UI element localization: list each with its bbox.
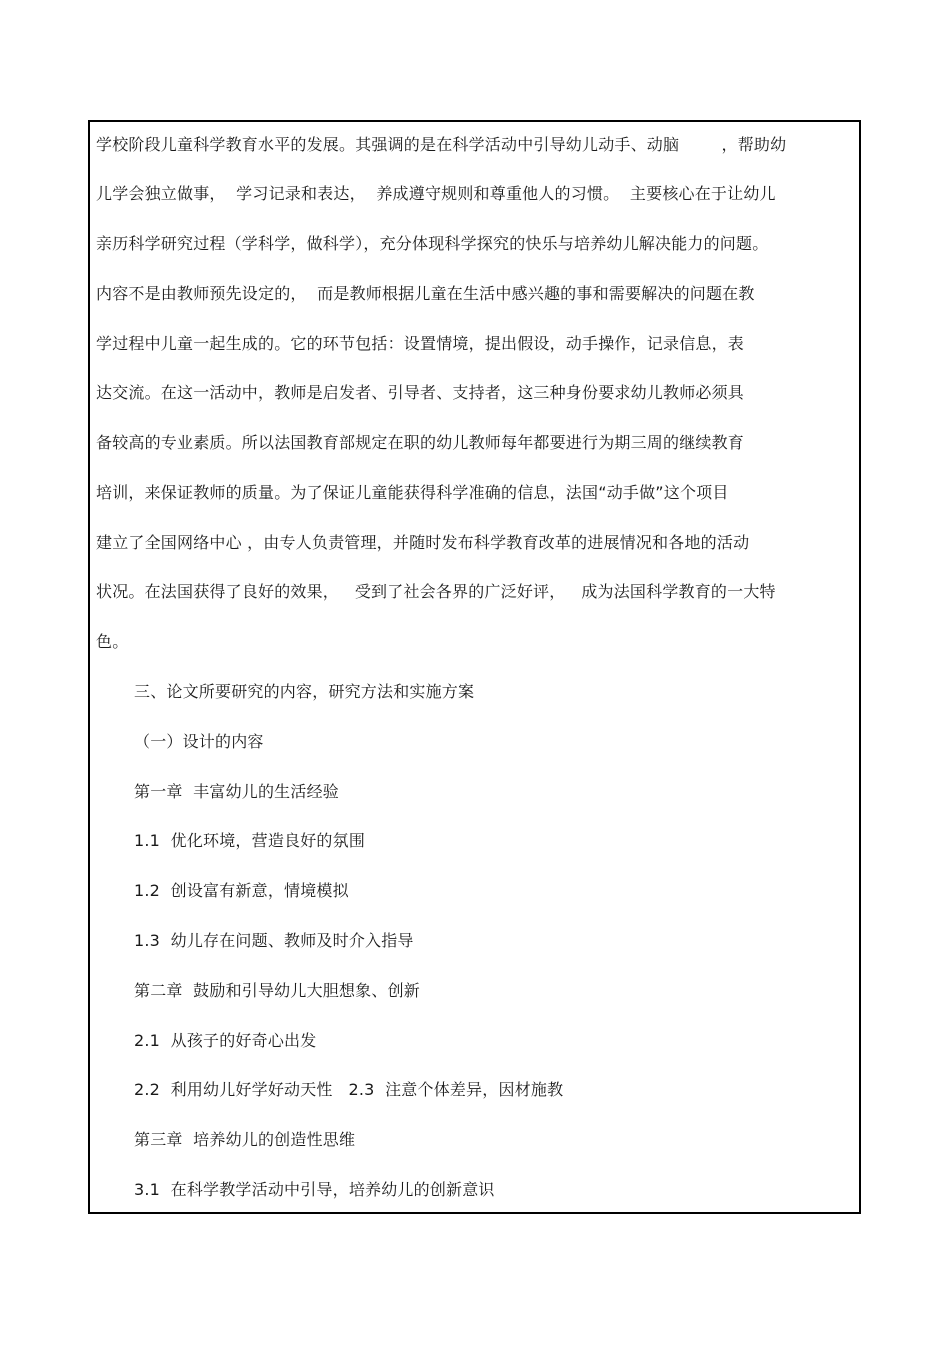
outline-item: 1.3 幼儿存在问题、教师及时介入指导: [134, 931, 414, 950]
paragraph-line: 状况。在法国获得了良好的效果， 受到了社会各界的广泛好评， 成为法国科学教育的一大特: [96, 582, 776, 601]
outline-item: 2.1 从孩子的好奇心出发: [134, 1031, 317, 1050]
paragraph-line: 备较高的专业素质。所以法国教育部规定在职的幼儿教师每年都要进行为期三周的继续教育: [96, 433, 745, 452]
subsection-heading: （一）设计的内容: [134, 732, 264, 751]
paragraph-line: 培训，来保证教师的质量。为了保证儿童能获得科学准确的信息，法国“动手做”这个项目: [96, 483, 729, 502]
outline-chapter-1: 第一章 丰富幼儿的生活经验: [134, 782, 339, 801]
paragraph-line: 亲历科学研究过程（学科学，做科学），充分体现科学探究的快乐与培养幼儿解决能力的问题。: [96, 234, 769, 253]
section-heading: 三、论文所要研究的内容，研究方法和实施方案: [134, 682, 475, 701]
paragraph-line: 达交流。在这一活动中，教师是启发者、引导者、支持者，这三种身份要求幼儿教师必须具: [96, 383, 745, 402]
paragraph-line: 内容不是由教师预先设定的， 而是教师根据儿童在生活中感兴趣的事和需要解决的问题在教: [96, 284, 755, 303]
outline-chapter-2: 第二章 鼓励和引导幼儿大胆想象、创新: [134, 981, 420, 1000]
paragraph-line: 建立了全国网络中心 ，由专人负责管理，并随时发布科学教育改革的进展情况和各地的活动: [96, 533, 750, 552]
outline-chapter-3: 第三章 培养幼儿的创造性思维: [134, 1130, 356, 1149]
paragraph-line: 学校阶段儿童科学教育水平的发展。其强调的是在科学活动中引导幼儿动手、动脑 ，帮助幼: [96, 135, 787, 154]
outline-item: 2.2 利用幼儿好学好动天性 2.3 注意个体差异，因材施教: [134, 1080, 564, 1099]
outline-item: 1.1 优化环境，营造良好的氛围: [134, 831, 366, 850]
paragraph-line: 色。: [96, 632, 129, 651]
paragraph-line: 学过程中儿童一起生成的。它的环节包括：设置情境，提出假设，动手操作，记录信息，表: [96, 334, 745, 353]
paragraph-line: 儿学会独立做事， 学习记录和表达， 养成遵守规则和尊重他人的习惯。 主要核心在于让幼儿: [96, 184, 776, 203]
outline-item: 3.1 在科学教学活动中引导，培养幼儿的创新意识: [134, 1180, 495, 1199]
outline-item: 1.2 创设富有新意，情境模拟: [134, 881, 349, 900]
